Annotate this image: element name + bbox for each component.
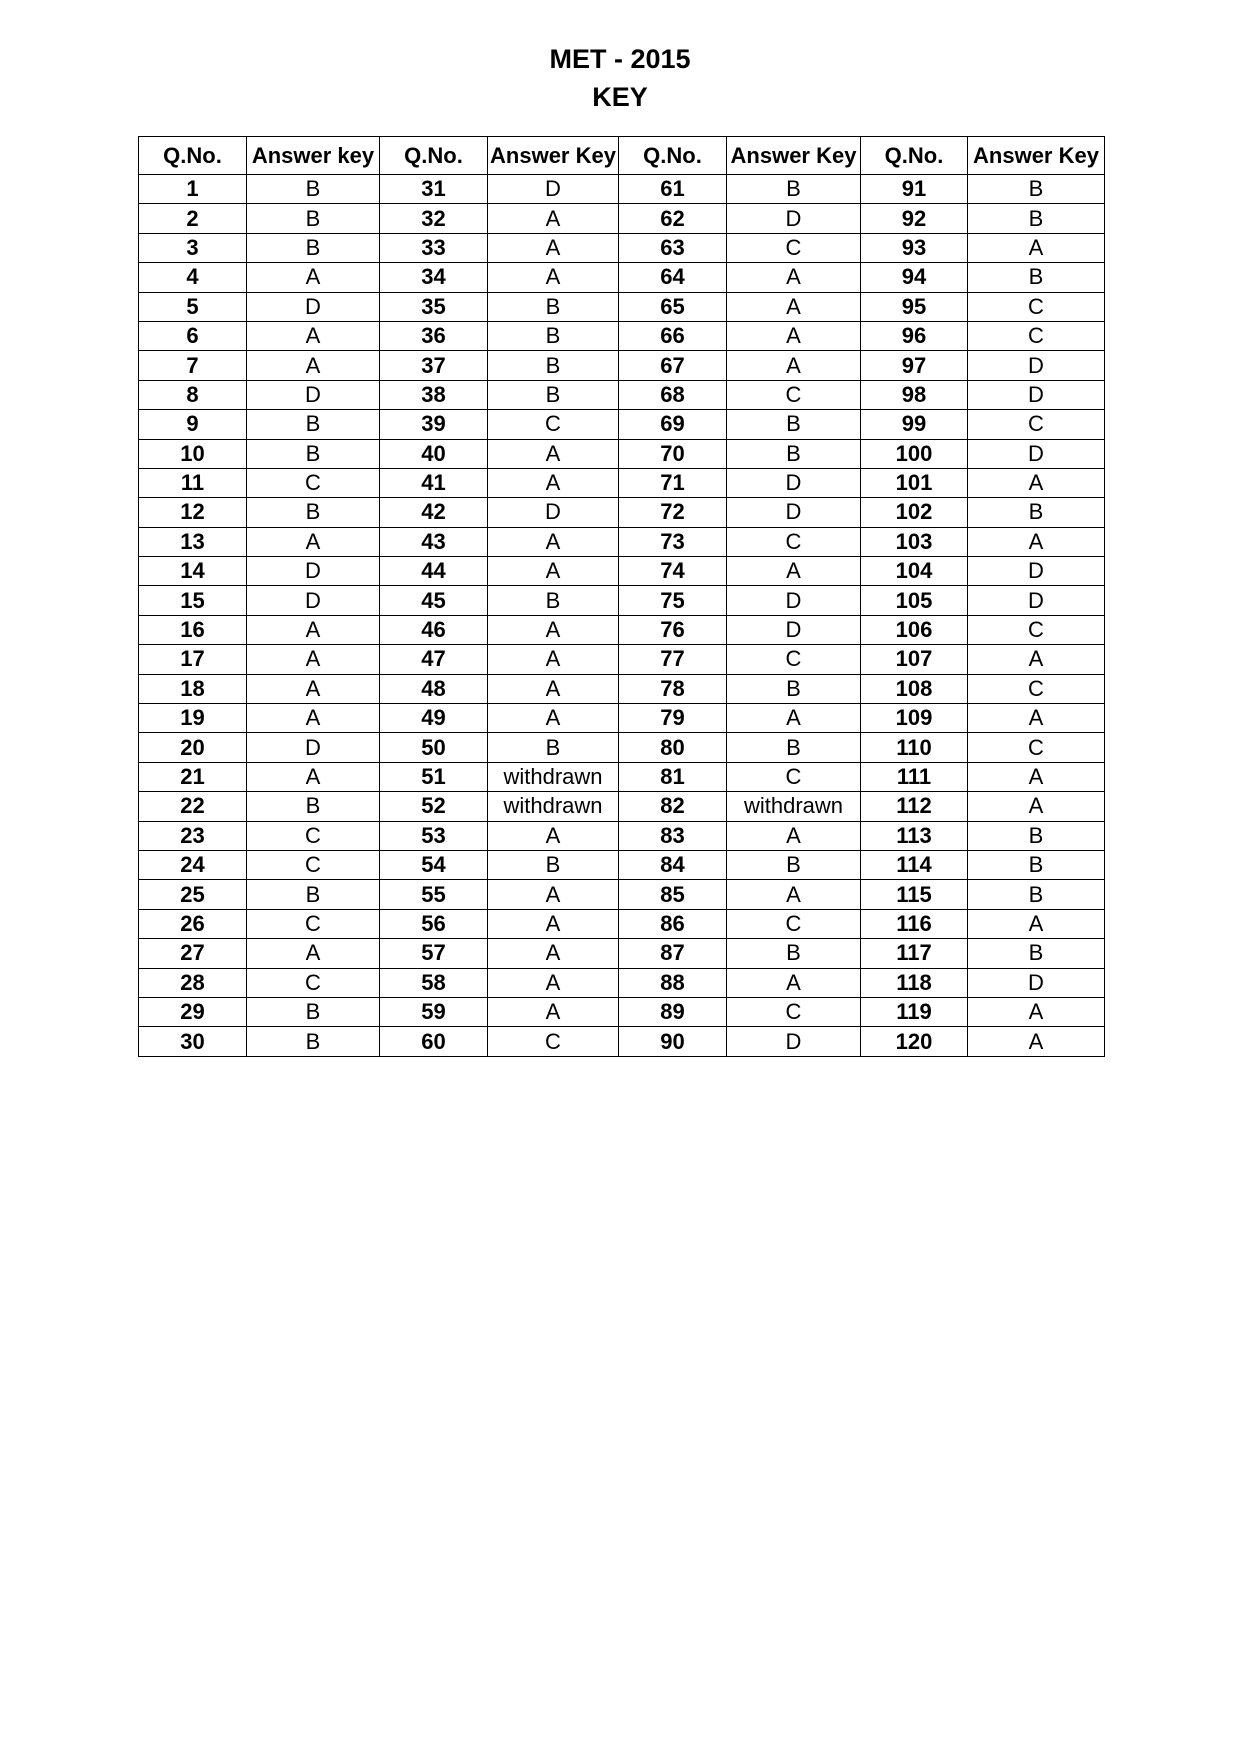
question-number-cell: 57 (380, 939, 488, 968)
table-row (139, 204, 1105, 233)
question-number-cell: 6 (139, 321, 247, 350)
table-row (139, 880, 1105, 909)
answer-cell: B (247, 997, 380, 1026)
answer-cell: D (247, 586, 380, 615)
question-number-cell: 99 (861, 410, 968, 439)
question-number-cell: 35 (380, 292, 488, 321)
answer-cell: A (968, 1027, 1105, 1056)
question-number-cell: 79 (619, 704, 727, 733)
question-number-cell: 2 (139, 204, 247, 233)
answer-cell: A (488, 263, 619, 292)
question-number-cell: 21 (139, 762, 247, 791)
question-number-cell: 9 (139, 410, 247, 439)
question-number-cell: 114 (861, 850, 968, 879)
page-title: MET - 2015 (549, 44, 691, 74)
question-number-cell: 4 (139, 263, 247, 292)
answer-cell: C (727, 997, 861, 1026)
answer-cell: A (247, 762, 380, 791)
question-number-cell: 20 (139, 733, 247, 762)
question-number-cell: 87 (619, 939, 727, 968)
answer-cell: B (247, 880, 380, 909)
question-number-cell: 49 (380, 704, 488, 733)
question-number-cell: 97 (861, 351, 968, 380)
question-number-cell: 60 (380, 1027, 488, 1056)
table-row (139, 410, 1105, 439)
answer-cell: withdrawn (488, 762, 619, 791)
question-number-cell: 67 (619, 351, 727, 380)
answer-cell: B (247, 175, 380, 204)
answer-cell: B (488, 351, 619, 380)
question-number-cell: 88 (619, 968, 727, 997)
answer-cell: A (247, 939, 380, 968)
answer-cell: D (247, 380, 380, 409)
question-number-cell: 17 (139, 645, 247, 674)
question-number-cell: 63 (619, 233, 727, 262)
question-number-cell: 118 (861, 968, 968, 997)
answer-cell: A (247, 674, 380, 703)
question-number-cell: 14 (139, 557, 247, 586)
question-number-cell: 92 (861, 204, 968, 233)
answer-cell: C (727, 762, 861, 791)
question-number-cell: 11 (139, 468, 247, 497)
question-number-cell: 58 (380, 968, 488, 997)
question-number-cell: 22 (139, 792, 247, 821)
answer-cell: B (247, 233, 380, 262)
answer-cell: A (727, 321, 861, 350)
answer-cell: C (488, 410, 619, 439)
answer-cell: D (968, 968, 1105, 997)
column-header: Answer Key (727, 137, 861, 175)
answer-cell: A (727, 704, 861, 733)
question-number-cell: 111 (861, 762, 968, 791)
answer-cell: D (247, 292, 380, 321)
answer-cell: B (727, 939, 861, 968)
answer-cell: C (727, 909, 861, 938)
question-number-cell: 43 (380, 527, 488, 556)
answer-cell: B (727, 733, 861, 762)
column-header: Answer Key (488, 137, 619, 175)
answer-cell: A (488, 674, 619, 703)
answer-cell: B (968, 263, 1105, 292)
table-row (139, 263, 1105, 292)
question-number-cell: 116 (861, 909, 968, 938)
question-number-cell: 104 (861, 557, 968, 586)
question-number-cell: 50 (380, 733, 488, 762)
answer-cell: C (968, 674, 1105, 703)
answer-cell: B (488, 321, 619, 350)
question-number-cell: 90 (619, 1027, 727, 1056)
table-row (139, 939, 1105, 968)
answer-cell: B (488, 850, 619, 879)
answer-cell: B (488, 380, 619, 409)
question-number-cell: 19 (139, 704, 247, 733)
question-number-cell: 107 (861, 645, 968, 674)
question-number-cell: 24 (139, 850, 247, 879)
table-row (139, 557, 1105, 586)
question-number-cell: 32 (380, 204, 488, 233)
question-number-cell: 95 (861, 292, 968, 321)
answer-cell: withdrawn (727, 792, 861, 821)
question-number-cell: 84 (619, 850, 727, 879)
answer-cell: A (488, 468, 619, 497)
answer-cell: C (727, 233, 861, 262)
question-number-cell: 115 (861, 880, 968, 909)
question-number-cell: 37 (380, 351, 488, 380)
answer-cell: A (727, 557, 861, 586)
answer-cell: C (247, 909, 380, 938)
table-row (139, 762, 1105, 791)
question-number-cell: 74 (619, 557, 727, 586)
question-number-cell: 46 (380, 615, 488, 644)
question-number-cell: 66 (619, 321, 727, 350)
table-row (139, 321, 1105, 350)
question-number-cell: 8 (139, 380, 247, 409)
table-row (139, 968, 1105, 997)
answer-cell: D (727, 615, 861, 644)
question-number-cell: 71 (619, 468, 727, 497)
table-row (139, 233, 1105, 262)
table-row (139, 997, 1105, 1026)
question-number-cell: 65 (619, 292, 727, 321)
answer-cell: A (968, 762, 1105, 791)
table-row (139, 380, 1105, 409)
question-number-cell: 70 (619, 439, 727, 468)
answer-cell: A (727, 968, 861, 997)
table-header-row (139, 137, 1105, 175)
table-row (139, 586, 1105, 615)
question-number-cell: 31 (380, 175, 488, 204)
answer-cell: A (968, 468, 1105, 497)
question-number-cell: 54 (380, 850, 488, 879)
answer-cell: B (247, 498, 380, 527)
answer-cell: A (727, 292, 861, 321)
answer-cell: C (968, 615, 1105, 644)
answer-cell: C (247, 850, 380, 879)
answer-cell: A (488, 939, 619, 968)
question-number-cell: 41 (380, 468, 488, 497)
answer-cell: A (247, 704, 380, 733)
answer-cell: B (968, 939, 1105, 968)
question-number-cell: 105 (861, 586, 968, 615)
answer-cell: C (727, 527, 861, 556)
answer-cell: B (488, 292, 619, 321)
table-row (139, 468, 1105, 497)
answer-cell: D (968, 586, 1105, 615)
question-number-cell: 109 (861, 704, 968, 733)
table-body (139, 175, 1105, 1057)
answer-cell: D (968, 439, 1105, 468)
answer-cell: A (968, 997, 1105, 1026)
answer-cell: D (727, 498, 861, 527)
question-number-cell: 18 (139, 674, 247, 703)
answer-cell: C (727, 645, 861, 674)
question-number-cell: 96 (861, 321, 968, 350)
question-number-cell: 102 (861, 498, 968, 527)
question-number-cell: 80 (619, 733, 727, 762)
question-number-cell: 68 (619, 380, 727, 409)
question-number-cell: 112 (861, 792, 968, 821)
question-number-cell: 85 (619, 880, 727, 909)
table-row (139, 733, 1105, 762)
question-number-cell: 34 (380, 263, 488, 292)
table-row (139, 674, 1105, 703)
question-number-cell: 40 (380, 439, 488, 468)
answer-cell: A (488, 704, 619, 733)
question-number-cell: 52 (380, 792, 488, 821)
question-number-cell: 83 (619, 821, 727, 850)
question-number-cell: 120 (861, 1027, 968, 1056)
answer-cell: A (247, 615, 380, 644)
answer-cell: D (247, 557, 380, 586)
answer-cell: A (968, 645, 1105, 674)
table-row (139, 909, 1105, 938)
page-subtitle: KEY (592, 82, 648, 112)
question-number-cell: 73 (619, 527, 727, 556)
question-number-cell: 72 (619, 498, 727, 527)
question-number-cell: 76 (619, 615, 727, 644)
answer-cell: A (968, 704, 1105, 733)
question-number-cell: 15 (139, 586, 247, 615)
question-number-cell: 44 (380, 557, 488, 586)
question-number-cell: 82 (619, 792, 727, 821)
answer-cell: A (247, 321, 380, 350)
answer-cell: A (247, 263, 380, 292)
question-number-cell: 75 (619, 586, 727, 615)
answer-cell: A (488, 880, 619, 909)
answer-cell: A (247, 351, 380, 380)
column-header: Answer key (247, 137, 380, 175)
question-number-cell: 12 (139, 498, 247, 527)
answer-cell: D (968, 380, 1105, 409)
question-number-cell: 28 (139, 968, 247, 997)
answer-cell: A (727, 263, 861, 292)
question-number-cell: 117 (861, 939, 968, 968)
question-number-cell: 59 (380, 997, 488, 1026)
question-number-cell: 5 (139, 292, 247, 321)
answer-cell: A (488, 968, 619, 997)
question-number-cell: 38 (380, 380, 488, 409)
answer-cell: C (247, 968, 380, 997)
question-number-cell: 62 (619, 204, 727, 233)
answer-cell: D (247, 733, 380, 762)
question-number-cell: 103 (861, 527, 968, 556)
answer-cell: B (488, 733, 619, 762)
answer-cell: C (247, 821, 380, 850)
question-number-cell: 101 (861, 468, 968, 497)
table-row (139, 527, 1105, 556)
table-row (139, 351, 1105, 380)
question-number-cell: 106 (861, 615, 968, 644)
answer-cell: A (247, 527, 380, 556)
answer-cell: D (488, 498, 619, 527)
answer-cell: D (968, 351, 1105, 380)
answer-cell: A (727, 351, 861, 380)
table-row (139, 792, 1105, 821)
question-number-cell: 89 (619, 997, 727, 1026)
question-number-cell: 47 (380, 645, 488, 674)
answer-cell: B (727, 674, 861, 703)
question-number-cell: 13 (139, 527, 247, 556)
question-number-cell: 77 (619, 645, 727, 674)
table-row (139, 439, 1105, 468)
answer-cell: B (968, 498, 1105, 527)
answer-cell: withdrawn (488, 792, 619, 821)
answer-cell: B (968, 850, 1105, 879)
answer-cell: A (488, 557, 619, 586)
answer-cell: D (727, 586, 861, 615)
column-header: Q.No. (139, 137, 247, 175)
answer-cell: A (488, 645, 619, 674)
question-number-cell: 1 (139, 175, 247, 204)
answer-cell: A (488, 527, 619, 556)
column-header: Answer Key (968, 137, 1105, 175)
column-header: Q.No. (861, 137, 968, 175)
answer-cell: C (968, 321, 1105, 350)
question-number-cell: 23 (139, 821, 247, 850)
question-number-cell: 26 (139, 909, 247, 938)
answer-cell: D (488, 175, 619, 204)
answer-key-table (138, 136, 1105, 1057)
answer-cell: A (488, 821, 619, 850)
answer-cell: B (247, 1027, 380, 1056)
question-number-cell: 16 (139, 615, 247, 644)
answer-cell: B (727, 439, 861, 468)
answer-cell: B (247, 792, 380, 821)
answer-cell: C (968, 733, 1105, 762)
question-number-cell: 7 (139, 351, 247, 380)
question-number-cell: 36 (380, 321, 488, 350)
table-row (139, 498, 1105, 527)
answer-cell: B (968, 880, 1105, 909)
question-number-cell: 56 (380, 909, 488, 938)
answer-cell: B (247, 410, 380, 439)
answer-cell: A (488, 997, 619, 1026)
table-row (139, 1027, 1105, 1056)
question-number-cell: 51 (380, 762, 488, 791)
answer-cell: A (488, 204, 619, 233)
question-number-cell: 27 (139, 939, 247, 968)
answer-cell: B (247, 439, 380, 468)
table-row (139, 175, 1105, 204)
question-number-cell: 94 (861, 263, 968, 292)
question-number-cell: 119 (861, 997, 968, 1026)
answer-cell: A (968, 909, 1105, 938)
question-number-cell: 100 (861, 439, 968, 468)
answer-cell: D (968, 557, 1105, 586)
answer-cell: C (968, 410, 1105, 439)
answer-cell: A (968, 527, 1105, 556)
answer-cell: B (247, 204, 380, 233)
question-number-cell: 69 (619, 410, 727, 439)
question-number-cell: 61 (619, 175, 727, 204)
answer-cell: B (488, 586, 619, 615)
answer-cell: A (488, 615, 619, 644)
question-number-cell: 91 (861, 175, 968, 204)
table-row (139, 704, 1105, 733)
question-number-cell: 86 (619, 909, 727, 938)
table-row (139, 821, 1105, 850)
column-header: Q.No. (380, 137, 488, 175)
question-number-cell: 33 (380, 233, 488, 262)
question-number-cell: 113 (861, 821, 968, 850)
answer-cell: B (727, 410, 861, 439)
answer-cell: A (488, 233, 619, 262)
table-row (139, 850, 1105, 879)
question-number-cell: 25 (139, 880, 247, 909)
question-number-cell: 48 (380, 674, 488, 703)
question-number-cell: 10 (139, 439, 247, 468)
question-number-cell: 78 (619, 674, 727, 703)
answer-cell: A (488, 909, 619, 938)
question-number-cell: 53 (380, 821, 488, 850)
column-header: Q.No. (619, 137, 727, 175)
answer-cell: D (727, 1027, 861, 1056)
question-number-cell: 55 (380, 880, 488, 909)
answer-cell: B (968, 175, 1105, 204)
answer-cell: A (488, 439, 619, 468)
question-number-cell: 39 (380, 410, 488, 439)
table-row (139, 615, 1105, 644)
answer-cell: C (488, 1027, 619, 1056)
table-row (139, 292, 1105, 321)
table-row (139, 645, 1105, 674)
answer-cell: B (968, 204, 1105, 233)
answer-cell: B (727, 850, 861, 879)
answer-cell: D (727, 204, 861, 233)
answer-cell: C (727, 380, 861, 409)
answer-cell: A (727, 880, 861, 909)
question-number-cell: 45 (380, 586, 488, 615)
answer-cell: D (727, 468, 861, 497)
question-number-cell: 30 (139, 1027, 247, 1056)
question-number-cell: 81 (619, 762, 727, 791)
question-number-cell: 98 (861, 380, 968, 409)
answer-cell: C (247, 468, 380, 497)
question-number-cell: 110 (861, 733, 968, 762)
question-number-cell: 3 (139, 233, 247, 262)
answer-cell: A (968, 233, 1105, 262)
answer-cell: A (727, 821, 861, 850)
question-number-cell: 29 (139, 997, 247, 1026)
question-number-cell: 42 (380, 498, 488, 527)
question-number-cell: 108 (861, 674, 968, 703)
answer-cell: B (727, 175, 861, 204)
answer-cell: B (968, 821, 1105, 850)
answer-cell: A (968, 792, 1105, 821)
question-number-cell: 93 (861, 233, 968, 262)
answer-cell: C (968, 292, 1105, 321)
question-number-cell: 64 (619, 263, 727, 292)
answer-cell: A (247, 645, 380, 674)
